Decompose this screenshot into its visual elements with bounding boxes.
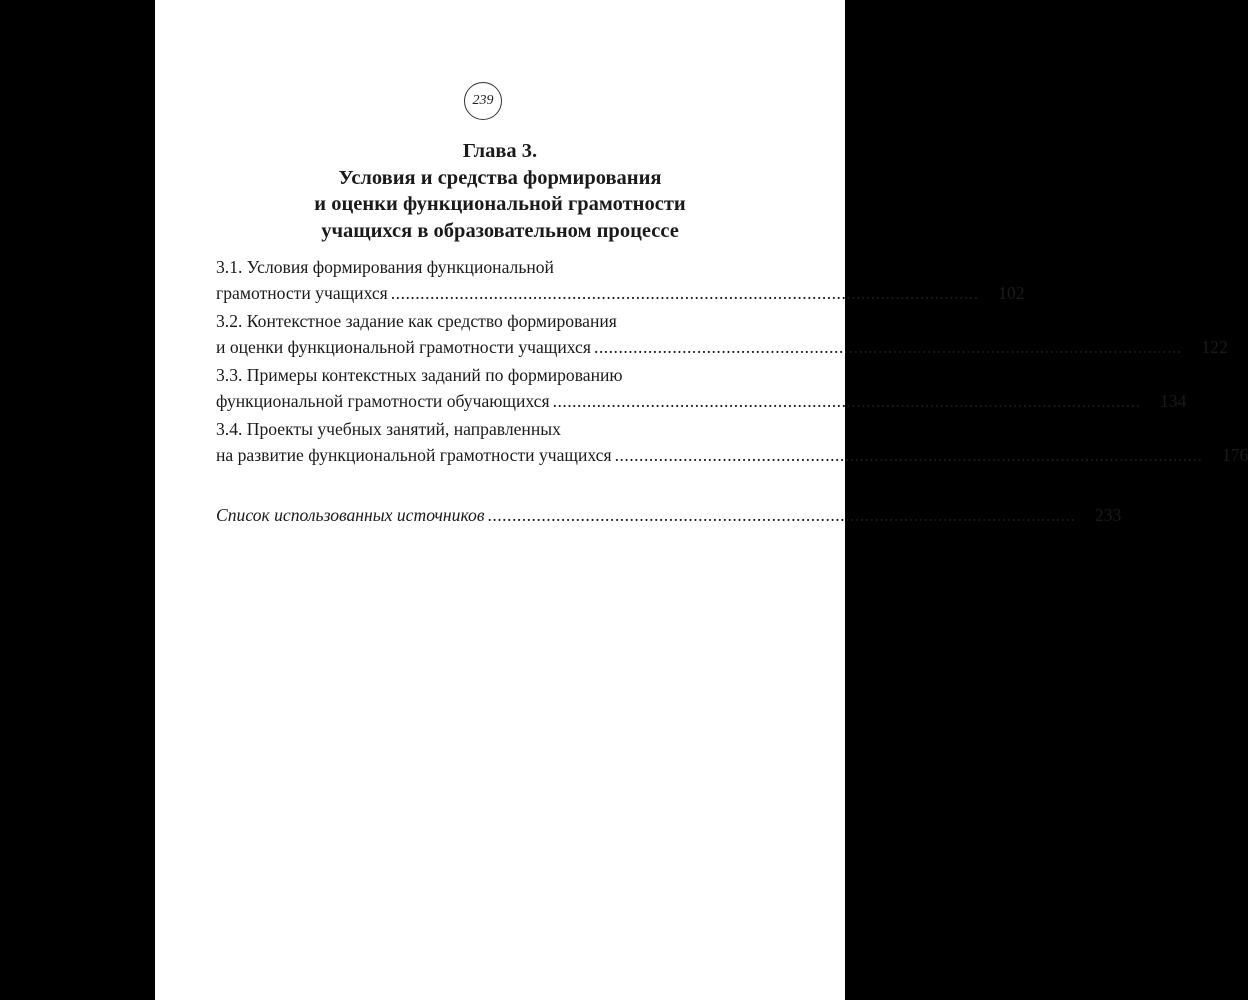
toc-entry-page: 102 bbox=[998, 283, 1025, 303]
toc-leader-dots: ........................................................................................................................ bbox=[593, 337, 1182, 357]
toc-entry-3-3[interactable] bbox=[216, 362, 1187, 414]
toc-entry-page: 122 bbox=[1201, 337, 1228, 357]
toc-entry-3-4[interactable] bbox=[216, 416, 1248, 468]
toc-leader-dots: ........................................................................................................................ bbox=[390, 283, 979, 303]
chapter-title-line: учащихся в образовательном процессе bbox=[321, 219, 679, 242]
toc-entry-3-2[interactable] bbox=[216, 308, 1228, 360]
toc-entry-title-cont: функциональной грамотности обучающихся bbox=[216, 391, 550, 411]
toc-entry-title-cont: грамотности учащихся bbox=[216, 283, 388, 303]
chapter-title-line: Глава 3. bbox=[462, 140, 538, 162]
toc-entry-title: 3.3. Примеры контекстных заданий по формированию bbox=[216, 365, 623, 385]
toc-entry-title: 3.2. Контекстное задание как средство формирования bbox=[216, 311, 617, 331]
toc-sources-title: Список использованных источников bbox=[216, 505, 485, 525]
toc-entry-title: 3.1. Условия формирования функциональной bbox=[216, 257, 554, 277]
toc-entry-title-cont: и оценки функциональной грамотности учащихся bbox=[216, 337, 591, 357]
toc-entry-title: 3.4. Проекты учебных занятий, направленных bbox=[216, 419, 561, 439]
toc-leader-dots: ........................................................................................................................ bbox=[552, 391, 1141, 411]
chapter-title-line: Условия и средства формирования bbox=[338, 166, 662, 189]
toc-leader-dots: ........................................................................................................................ bbox=[487, 505, 1076, 525]
toc-leader-dots: ........................................................................................................................ bbox=[614, 445, 1203, 465]
chapter-title bbox=[155, 138, 845, 244]
page-number: 239 bbox=[472, 93, 494, 108]
toc-entry-page: 134 bbox=[1159, 391, 1187, 411]
toc-entry-3-1[interactable] bbox=[216, 254, 1025, 306]
book-page bbox=[155, 0, 1248, 1000]
toc-entry-page: 233 bbox=[1094, 505, 1122, 525]
toc-entry-title-cont: на развитие функциональной грамотности учащихся bbox=[216, 445, 612, 465]
table-of-contents bbox=[216, 254, 1248, 470]
page-number-badge bbox=[464, 82, 502, 120]
toc-entry-page: 176 bbox=[1221, 445, 1248, 465]
toc-entry-sources[interactable] bbox=[216, 502, 1122, 528]
chapter-title-line: и оценки функциональной грамотности bbox=[314, 193, 686, 215]
